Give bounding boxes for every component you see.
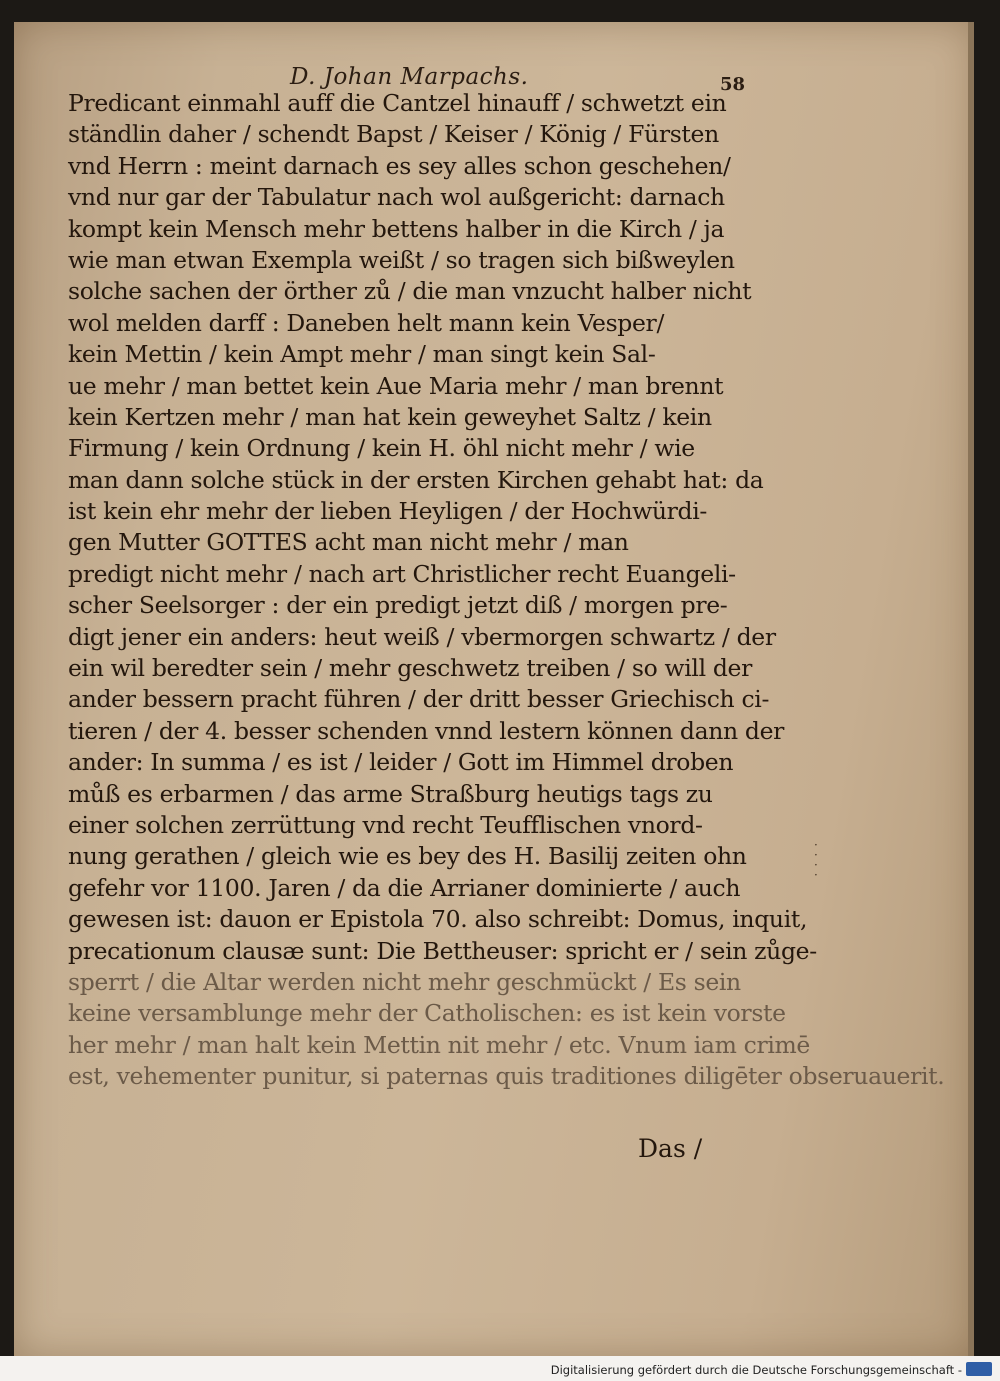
text-line: Predicant einmahl auff die Cantzel hinauff / schwetzt ein bbox=[68, 89, 727, 117]
page-number: 58 bbox=[720, 74, 746, 95]
dfg-logo bbox=[966, 1362, 992, 1376]
text-line: keine versamblunge mehr der Catholischen: es ist kein vorste bbox=[68, 999, 786, 1028]
text-line: ein wil beredter sein / mehr geschwetz treiben / so will der bbox=[68, 654, 753, 683]
text-line: vnd Herrn : meint darnach es sey alles schon geschehen/ bbox=[68, 151, 731, 180]
text-line: Firmung / kein Ordnung / kein H. öhl nicht mehr / wie bbox=[68, 434, 695, 463]
text-line: man dann solche stück in der ersten Kirchen gehabt hat: da bbox=[68, 465, 764, 494]
text-line: kein Mettin / kein Ampt mehr / man singt kein Sal- bbox=[68, 340, 656, 369]
margin-mark: · · · · bbox=[814, 838, 818, 882]
text-line: ue mehr / man bettet kein Aue Maria mehr / man brennt bbox=[68, 371, 724, 400]
text-line: wol melden darff : Daneben helt mann kein Vesper/ bbox=[68, 308, 665, 337]
text-line: kein Kertzen mehr / man hat kein geweyhet Saltz / kein bbox=[68, 402, 712, 431]
text-line: digt jener ein anders: heut weiß / vbermorgen schwartz / der bbox=[68, 622, 776, 651]
catchword: Das / bbox=[638, 1134, 703, 1163]
text-line: predigt nicht mehr / nach art Christlicher recht Euangeli- bbox=[68, 559, 736, 588]
text-line: solche sachen der örther zů / die man vnzucht halber nicht bbox=[68, 277, 752, 306]
text-line: her mehr / man halt kein Mettin nit mehr / etc. Vnum iam crimē bbox=[68, 1030, 810, 1059]
text-line: scher Seelsorger : der ein predigt jetzt diß / morgen pre- bbox=[68, 591, 728, 620]
text-line: gewesen ist: dauon er Epistola 70. also schreibt: Domus, inquit, bbox=[68, 905, 808, 934]
text-line: gefehr vor 1100. Jaren / da die Arrianer dominierte / auch bbox=[68, 873, 741, 902]
running-head: D. Johan Marpachs. bbox=[290, 64, 529, 90]
text-line: wie man etwan Exempla weißt / so tragen sich bißweylen bbox=[68, 245, 735, 274]
text-line: ist kein ehr mehr der lieben Heyligen / der Hochwürdi- bbox=[68, 497, 708, 526]
text-line: est, vehementer punitur, si paternas quis traditiones diligēter obseruauerit. bbox=[68, 1062, 945, 1091]
text-line: kompt kein Mensch mehr bettens halber in die Kirch / ja bbox=[68, 214, 725, 243]
text-block bbox=[68, 88, 945, 1093]
text-line: ständlin daher / schendt Bapst / Keiser / König / Fürsten bbox=[68, 120, 719, 149]
text-line: einer solchen zerrüttung vnd recht Teufflischen vnord- bbox=[68, 810, 703, 839]
text-line: gen Mutter GOTTES acht man nicht mehr / man bbox=[68, 528, 629, 557]
text-line: vnd nur gar der Tabulatur nach wol außgericht: darnach bbox=[68, 183, 725, 212]
text-line: tieren / der 4. besser schenden vnnd lestern können dann der bbox=[68, 716, 785, 745]
text-line: sperrt / die Altar werden nicht mehr geschmückt / Es sein bbox=[68, 967, 741, 996]
text-line: ander bessern pracht führen / der dritt besser Griechisch ci- bbox=[68, 685, 770, 714]
text-line: můß es erbarmen / das arme Straßburg heutigs tags zu bbox=[68, 779, 713, 808]
text-line: precationum clausæ sunt: Die Bettheuser: spricht er / sein zůge- bbox=[68, 936, 817, 965]
text-line: nung gerathen / gleich wie es bey des H. Basilij zeiten ohn bbox=[68, 842, 747, 871]
text-line: ander: In summa / es ist / leider / Gott im Himmel droben bbox=[68, 748, 734, 777]
funding-credit: Digitalisierung gefördert durch die Deutsche Forschungsgemeinschaft - bbox=[550, 1363, 962, 1377]
